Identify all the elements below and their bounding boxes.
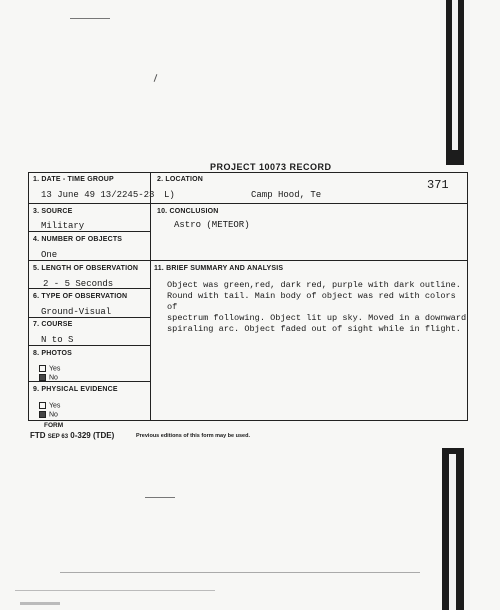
- row-divider: [29, 203, 467, 204]
- photos-no-option: No: [39, 374, 58, 381]
- footer-ftd: FTD: [30, 431, 46, 440]
- course-label: 7. COURSE: [33, 321, 73, 328]
- photos-label: 8. PHOTOS: [33, 350, 73, 357]
- summary-line: spectrum following. Object lit up sky. Moved in a downward: [167, 313, 467, 323]
- length-of-observation-value: 2 - 5 Seconds: [43, 279, 114, 289]
- photos-yes-option: Yes: [39, 365, 60, 372]
- photos-yes-checkbox: [39, 365, 46, 372]
- scan-scratch: [60, 572, 420, 573]
- source-value: Military: [41, 221, 85, 231]
- summary-line: spiraling arc. Object faded out of sight while in flight.: [167, 324, 461, 334]
- summary-line: Object was green,red, dark red, purple with dark outline.: [167, 280, 461, 290]
- scan-scratch: [15, 590, 215, 591]
- conclusion-value: Astro (METEOR): [174, 220, 250, 230]
- row-divider: [29, 317, 150, 318]
- conclusion-label: 10. CONCLUSION: [157, 208, 219, 215]
- scan-scratch: [20, 602, 60, 605]
- summary-line: Round with tail. Main body of object was red with colors of: [167, 291, 456, 312]
- row-divider: [29, 260, 467, 261]
- number-of-objects-value: One: [41, 250, 58, 260]
- length-of-observation-label: 5. LENGTH OF OBSERVATION: [33, 265, 139, 272]
- record-title: PROJECT 10073 RECORD: [210, 162, 332, 172]
- type-of-observation-value: Ground-Visual: [41, 307, 112, 317]
- footer-form-label: FORM: [44, 422, 64, 429]
- scan-scratch: [145, 497, 175, 498]
- photos-no-checkbox: [39, 374, 46, 381]
- footer-form-date: SEP 63: [47, 434, 69, 440]
- footer-form-id: [30, 431, 114, 440]
- type-of-observation-label: 6. TYPE OF OBSERVATION: [33, 293, 128, 300]
- row-divider: [29, 231, 150, 232]
- location-prefix: L): [164, 190, 175, 200]
- scan-scratch: [70, 18, 110, 19]
- scan-speck: [154, 74, 158, 82]
- film-edge-bar-top-inner: [452, 0, 458, 150]
- physical-evidence-yes-option: Yes: [39, 402, 60, 409]
- footer-note: Previous editions of this form may be used.: [136, 433, 250, 439]
- column-divider: [150, 173, 151, 420]
- row-divider: [29, 345, 150, 346]
- footer-form-number: 0-329 (TDE): [70, 431, 115, 440]
- film-edge-bar-bottom-inner: [449, 454, 456, 610]
- physical-evidence-label: 9. PHYSICAL EVIDENCE: [33, 386, 118, 393]
- physical-evidence-no-checkbox: [39, 411, 46, 418]
- date-time-group-value: 13 June 49 13/2245-23: [41, 190, 155, 200]
- physical-evidence-yes-checkbox: [39, 402, 46, 409]
- physical-evidence-no-option: No: [39, 411, 58, 418]
- summary-text: [167, 280, 467, 335]
- source-label: 3. SOURCE: [33, 208, 73, 215]
- record-form: [28, 172, 468, 421]
- course-value: N to S: [41, 335, 74, 345]
- summary-label: 11. BRIEF SUMMARY AND ANALYSIS: [154, 265, 284, 272]
- location-value: Camp Hood, Te: [251, 190, 322, 200]
- location-label: 2. LOCATION: [157, 176, 204, 183]
- date-time-group-label: 1. DATE - TIME GROUP: [33, 176, 114, 183]
- page-number: 371: [427, 178, 449, 192]
- number-of-objects-label: 4. NUMBER OF OBJECTS: [33, 236, 123, 243]
